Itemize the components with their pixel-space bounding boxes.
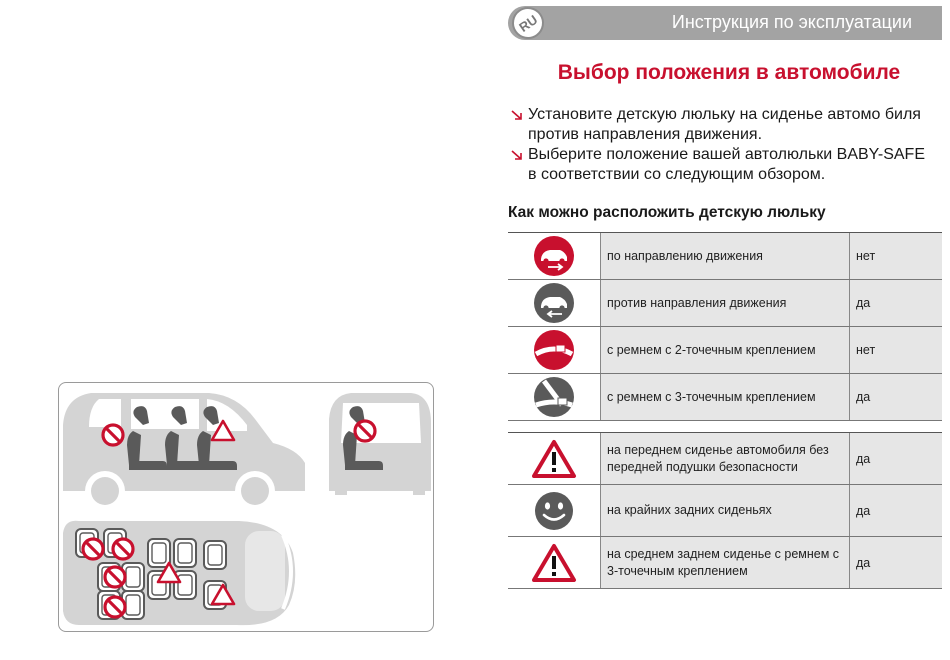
table-cell-value: да (850, 280, 942, 326)
language-badge: RU (506, 1, 551, 46)
section-heading: Как можно расположить детскую люльку (508, 204, 826, 221)
prohibited-icon (103, 425, 123, 445)
position-table (508, 232, 942, 421)
table-cell-value: да (850, 433, 942, 484)
car-diagram-panel (58, 382, 434, 632)
table-cell-text: на переднем сиденье автомобиля без передней подушки безопасности (600, 433, 850, 484)
table-cell-value: нет (850, 233, 942, 279)
car-top-view (63, 521, 295, 625)
table-cell-text: с ремнем с 3-точечным креплением (600, 374, 850, 420)
table-cell-text: на среднем заднем сиденье с ремнем с 3-точечным креплением (600, 537, 850, 588)
forward-facing-car-icon (532, 234, 576, 278)
table-cell-text: с ремнем с 2-точечным креплением (600, 327, 850, 373)
table-row (508, 374, 942, 421)
instruction-bullet-1 (510, 105, 930, 145)
car-side-view (63, 393, 305, 511)
prohibited-icon (105, 567, 125, 587)
car-diagram (59, 383, 434, 632)
header-title: Инструкция по эксплуатации (671, 12, 912, 32)
smiley-icon (532, 489, 576, 533)
table-cell-value: да (850, 537, 942, 588)
bullet-arrow-icon (510, 108, 524, 122)
warning-triangle-icon (531, 542, 577, 584)
header-bar (508, 6, 942, 40)
seat-position-table (508, 432, 942, 589)
table-cell-text: по направлению движения (600, 233, 850, 279)
car-rear-view (329, 393, 431, 495)
prohibited-icon (105, 597, 125, 617)
prohibited-icon (355, 421, 375, 441)
table-row (508, 327, 942, 374)
three-point-belt-icon (532, 375, 576, 419)
table-row (508, 233, 942, 280)
table-row (508, 537, 942, 589)
table-cell-value: да (850, 374, 942, 420)
bullet-arrow-icon (510, 148, 524, 162)
table-row (508, 485, 942, 537)
table-cell-text: на крайних задних сиденьях (600, 485, 850, 536)
prohibited-icon (83, 539, 103, 559)
two-point-belt-icon (532, 328, 576, 372)
instruction-bullet-2 (510, 145, 930, 185)
table-cell-text: против направления движения (600, 280, 850, 326)
table-row (508, 280, 942, 327)
table-cell-value: да (850, 485, 942, 536)
rear-facing-car-icon (532, 281, 576, 325)
table-row (508, 433, 942, 485)
prohibited-icon (113, 539, 133, 559)
warning-triangle-icon (531, 438, 577, 480)
table-cell-value: нет (850, 327, 942, 373)
instruction-text: Установите детскую люльку на сиденье автомо биля против направления движения. (528, 106, 921, 143)
page-title: Выбор положения в автомобиле (557, 61, 901, 84)
instruction-text: Выберите положение вашей автолюльки BABY-SAFE в соответствии со следующим обзором. (528, 146, 925, 183)
